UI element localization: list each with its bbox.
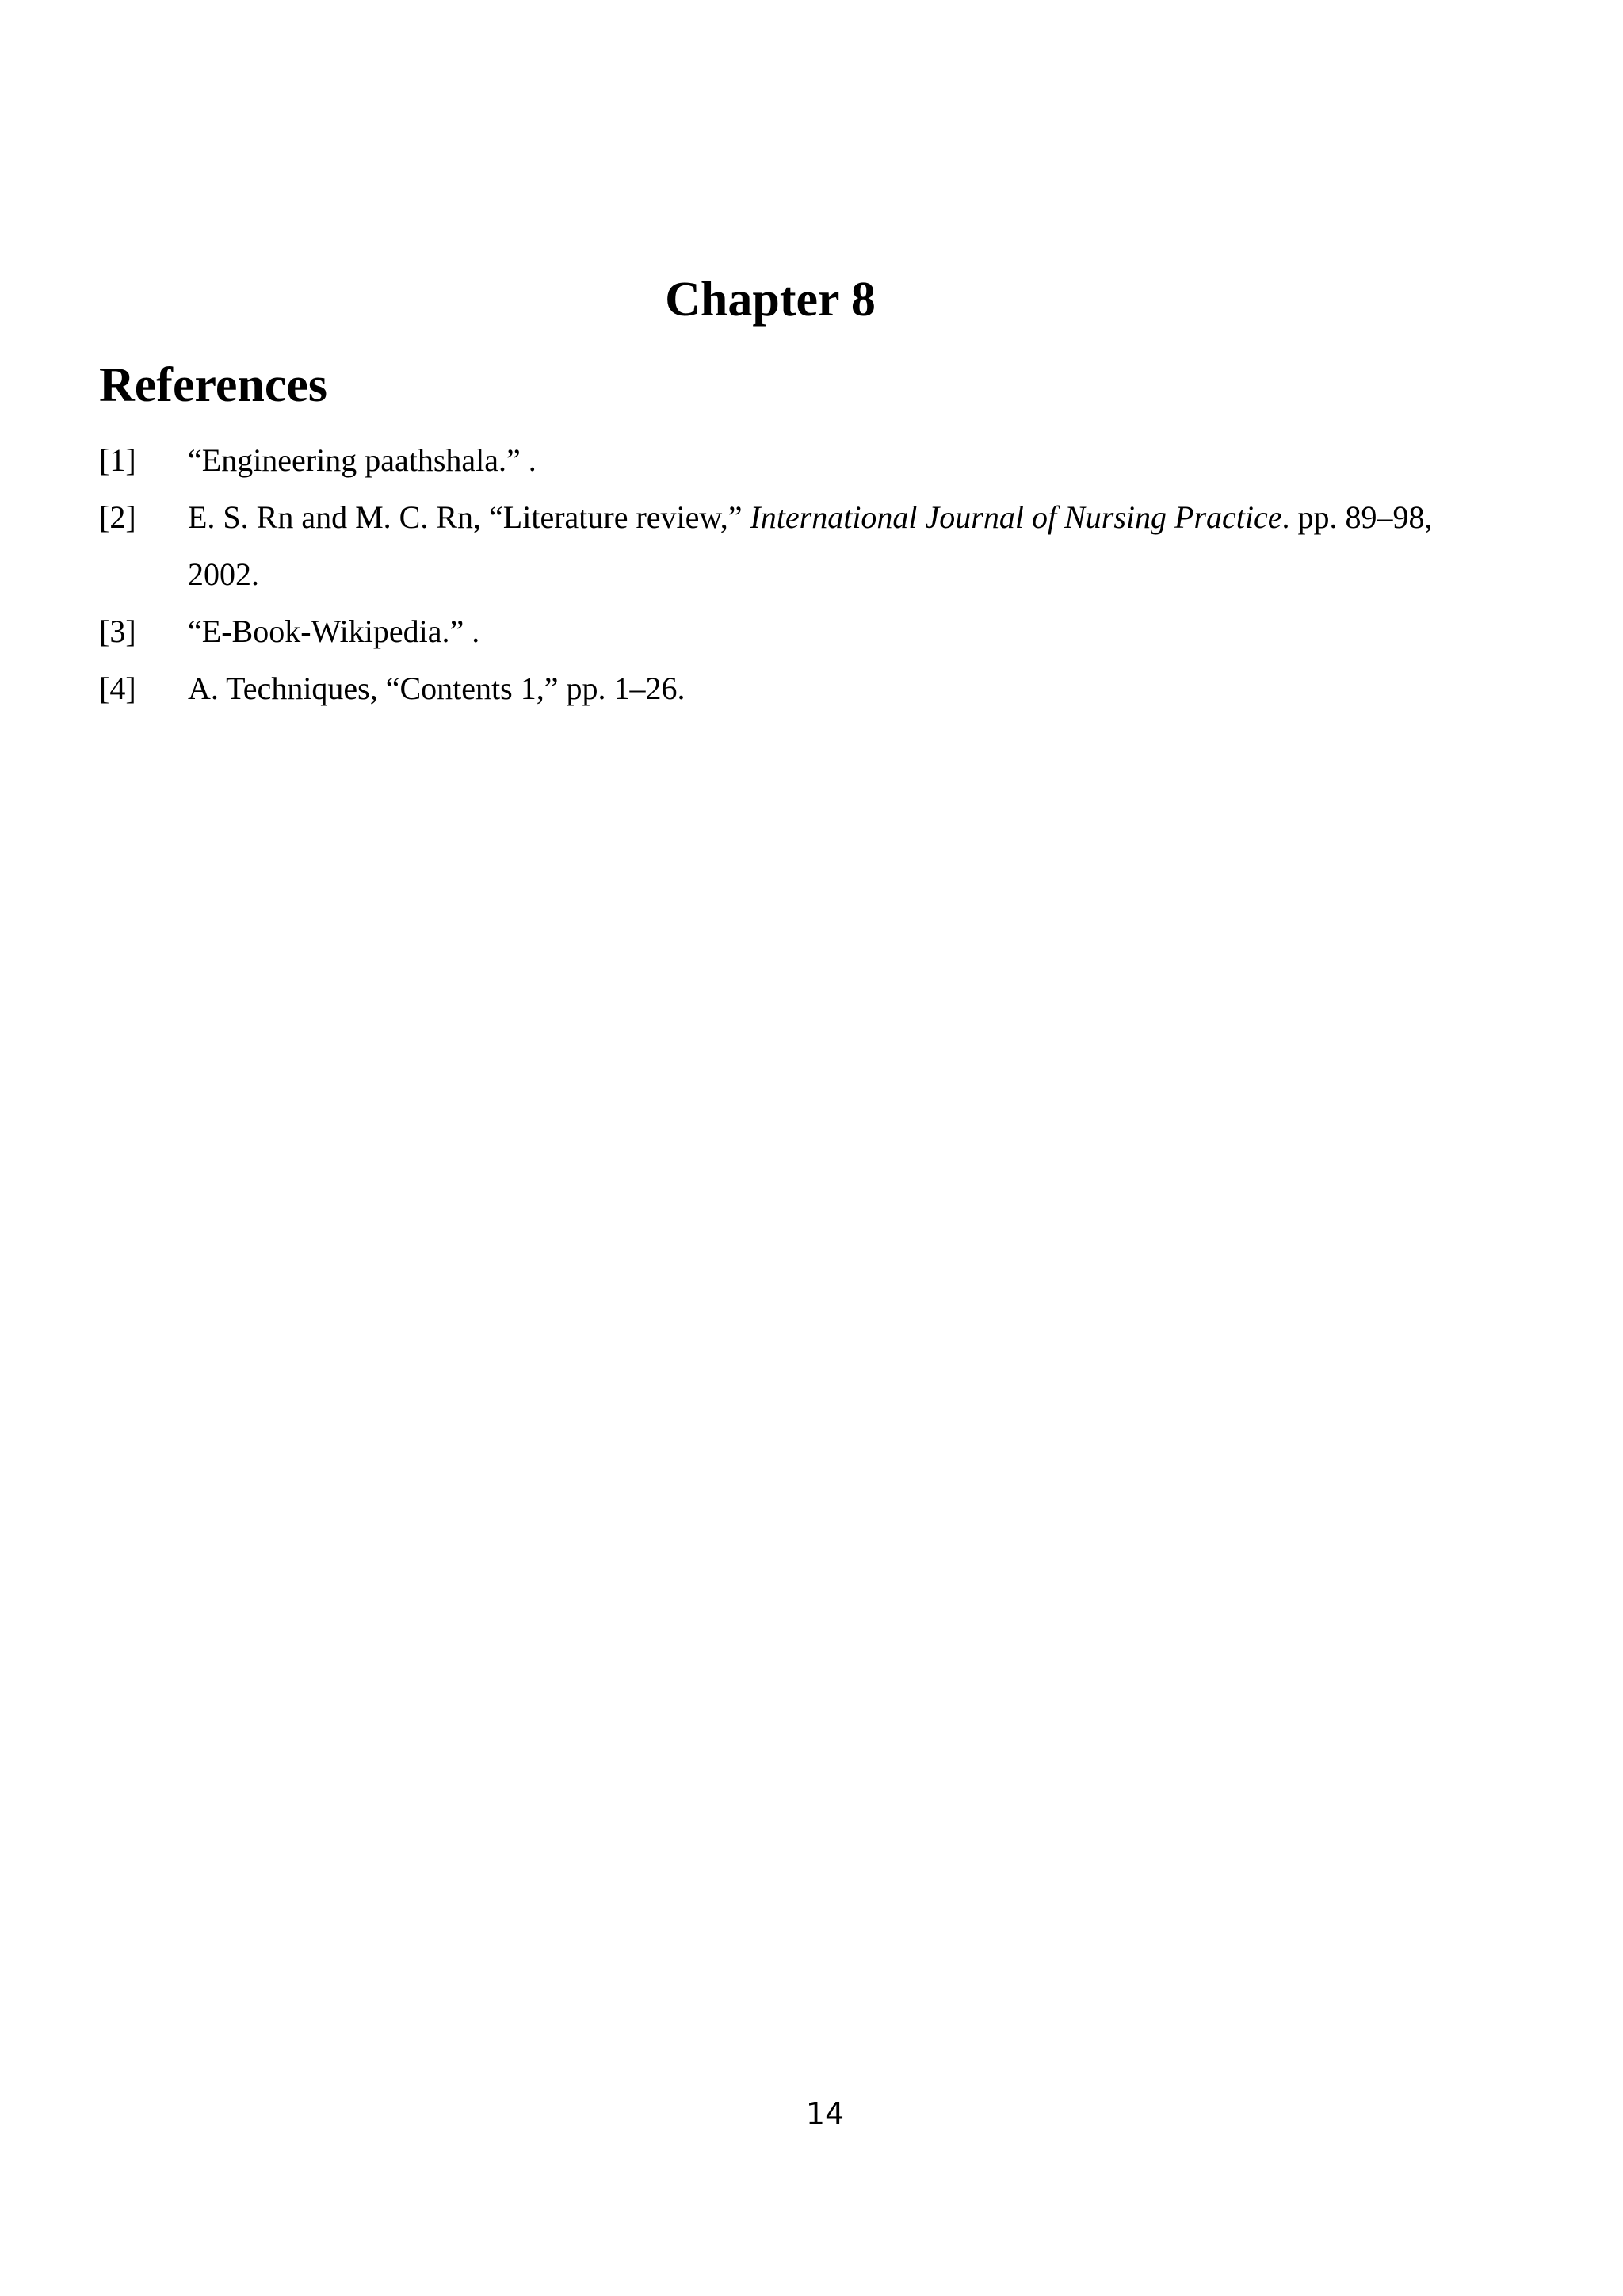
reference-text-part: “Engineering paathshala.” . [188,442,537,478]
reference-item-4 [99,660,1462,717]
page-number: 14 [805,2096,845,2131]
reference-text [188,432,1462,489]
reference-item-2 [99,489,1462,603]
reference-list [99,432,1462,717]
reference-item-3 [99,603,1462,660]
reference-item-1 [99,432,1462,489]
reference-text [188,489,1462,603]
reference-text [188,660,1462,717]
reference-text-part: A. Techniques, “Contents 1,” pp. 1–26. [188,670,685,706]
references-heading: References [99,358,328,412]
reference-number: [1] [99,442,136,478]
reference-text-part: “E-Book-Wikipedia.” . [188,613,480,649]
reference-text-part: . pp. 89–98, 2002. [188,499,1433,592]
reference-text-part: E. S. Rn and M. C. Rn, “Literature review,” [188,499,750,535]
reference-number: [3] [99,613,136,649]
reference-number: [2] [99,499,136,535]
chapter-heading: Chapter 8 [665,273,876,327]
journal-title: International Journal of Nursing Practice [750,499,1282,535]
reference-text [188,603,1462,660]
reference-number: [4] [99,670,136,706]
